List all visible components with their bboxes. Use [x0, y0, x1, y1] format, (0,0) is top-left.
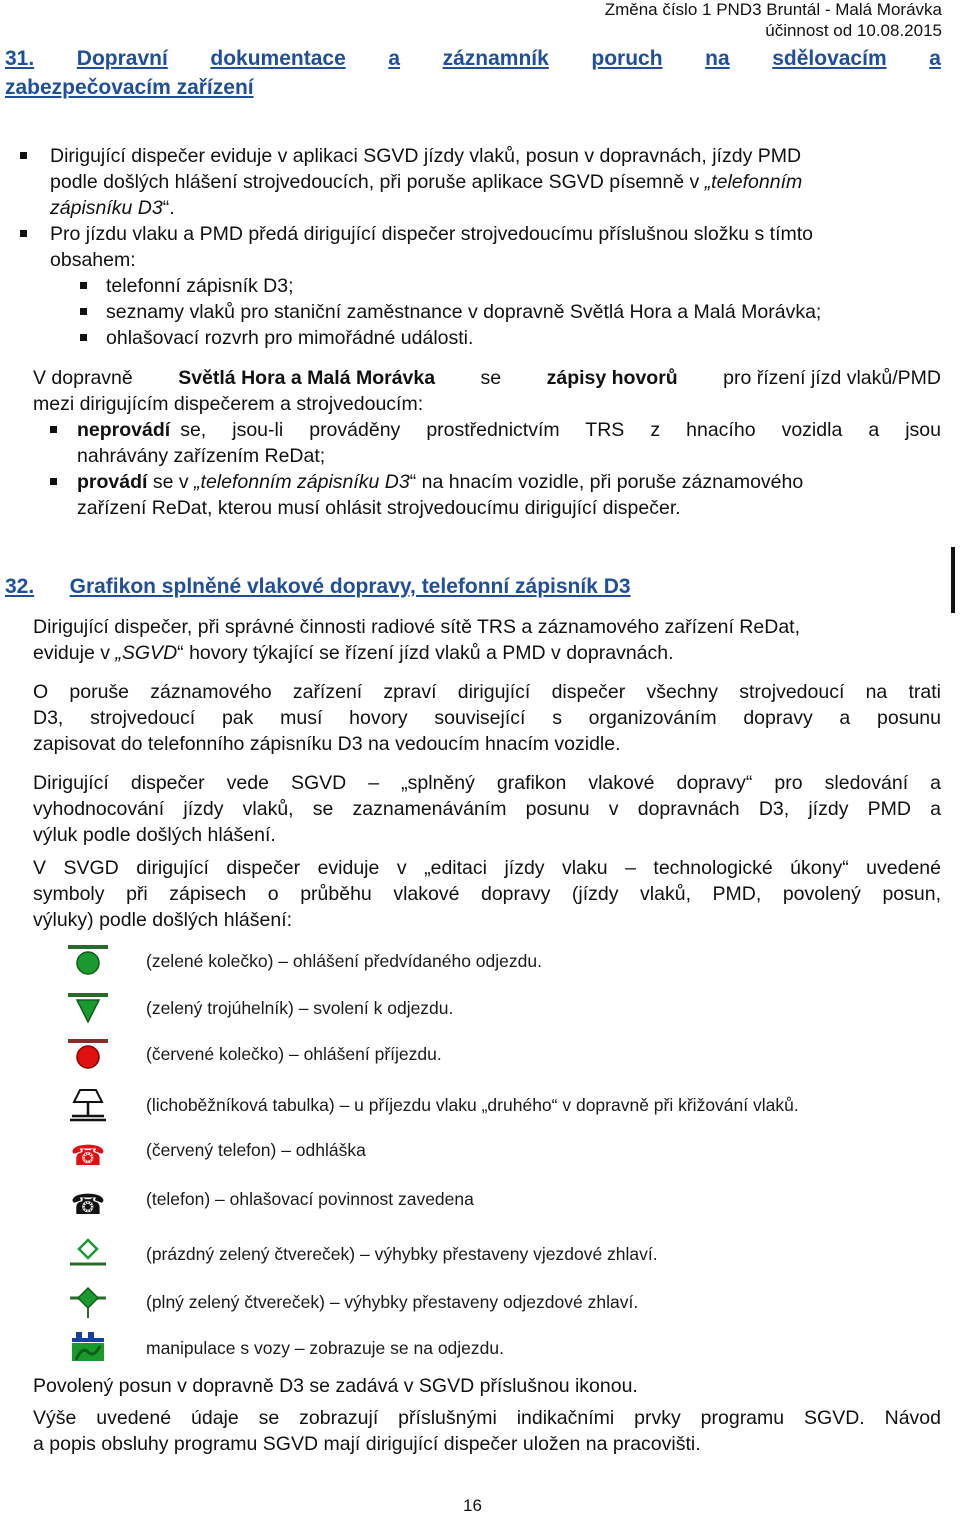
s32-p3-line3: výluk podle došlých hlášení.: [33, 824, 276, 846]
bullet-marker: [80, 334, 87, 341]
sub-bullet-3: ohlašovací rozvrh pro mimořádné události.: [106, 327, 474, 349]
bullet-marker: [50, 426, 57, 433]
s32-p2-line2: D3, strojvedoucí pak musí hovory související s organizováním dopravy a posunu: [33, 707, 941, 729]
telephone-icon: [66, 1186, 110, 1222]
bullet-2-line1: Pro jízdu vlaku a PMD předá dirigující dispečer strojvedoucímu příslušnou složku s tímto: [50, 223, 813, 245]
svg-text:☎: ☎: [70, 1188, 106, 1221]
text-run: se v: [152, 471, 189, 493]
recording-paragraph-line2: mezi dirigujícím dispečerem a strojvedoucím:: [33, 393, 424, 415]
green-circle-icon: [66, 942, 110, 978]
section-31-heading: [5, 47, 941, 75]
page-number: 16: [463, 1496, 482, 1515]
text-run: “ na hnacím vozidle, při poruše záznamového: [409, 471, 804, 493]
heading-word: dokumentace: [210, 47, 346, 70]
text-run: se: [480, 367, 502, 389]
trapezoid-sign-icon: [66, 1086, 110, 1122]
condition-2-line2: zařízení ReDat, kterou musí ohlásit strojvedoucímu dirigující dispečer.: [77, 497, 681, 519]
section-31-heading-line2: zabezpečovacím zařízení: [5, 76, 254, 99]
text-run: V dopravně: [33, 367, 133, 389]
legend-text: (plný zelený čtvereček) – výhybky přestaveny odjezdové zhlaví.: [146, 1292, 639, 1312]
bold-run: provádí: [77, 471, 148, 493]
heading-word: poruch: [591, 47, 663, 70]
red-telephone-icon: [66, 1137, 110, 1173]
s32-p4-line3: výluky) podle došlých hlášení:: [33, 909, 293, 931]
heading-word: a: [388, 47, 401, 70]
s32-p3-line2: vyhodnocování jízdy vlaků, se zaznamenáváním posunu v dopravnách D3, jízdy PMD a: [33, 798, 941, 820]
document-header-title: Změna číslo 1 PND3 Bruntál - Malá Morávka: [604, 0, 942, 19]
italic-run: „SGVD: [115, 642, 178, 664]
legend-text: manipulace s vozy – zobrazuje se na odjezdu.: [146, 1338, 504, 1358]
section-32-number: 32.: [5, 575, 35, 598]
s32-p1-line1: Dirigující dispečer, při správné činnosti radiové sítě TRS a záznamového zařízení ReDat,: [33, 616, 800, 638]
text-run: eviduje v: [33, 642, 110, 664]
italic-run: „telefonním zápisníku D3: [194, 471, 410, 493]
sub-bullet-1: telefonní zápisník D3;: [106, 275, 294, 297]
bullet-marker: [50, 478, 57, 485]
bullet-marker: [20, 230, 27, 237]
final-paragraph-2-line2: a popis obsluhy programu SGVD mají dirigující dispečer uložen na pracovišti.: [33, 1433, 701, 1455]
bullet-marker: [80, 308, 87, 315]
s32-p1-line2: [33, 640, 941, 666]
s32-p2-line3: zapisovat do telefonního zápisníku D3 na vedoucím hnacím vozidle.: [33, 733, 621, 755]
heading-word: a: [929, 47, 941, 70]
section-31-number: 31.: [5, 47, 35, 70]
s32-p4-line1: V SVGD dirigující dispečer eviduje v „editaci jízdy vlaku – technologické úkony“ uvedené: [33, 857, 941, 879]
legend-text: (prázdný zelený čtvereček) – výhybky přestaveny vjezdové zhlaví.: [146, 1244, 658, 1264]
legend-text: (zelený trojúhelník) – svolení k odjezdu.: [146, 998, 454, 1018]
section-32-heading: [5, 575, 631, 599]
section-32-title: Grafikon splněné vlakové dopravy, telefonní zápisník D3: [69, 575, 631, 598]
heading-word: sdělovacím: [772, 47, 887, 70]
green-triangle-icon: [66, 990, 110, 1026]
bullet-1-quote: “.: [162, 197, 175, 219]
text-run: se, jsou-li prováděny prostřednictvím TRS z hnacího vozidla a jsou: [180, 419, 941, 441]
filled-green-square-icon: [66, 1284, 110, 1320]
revision-bar: [951, 547, 955, 613]
legend-text: (zelené kolečko) – ohlášení předvídaného odjezdu.: [146, 951, 542, 971]
bullet-marker: [20, 152, 27, 159]
empty-green-square-icon: [66, 1234, 110, 1270]
bullet-1-italic-end: zápisníku D3: [50, 197, 163, 219]
recording-paragraph-line1: [33, 365, 941, 391]
legend-text: (červené kolečko) – ohlášení příjezdu.: [146, 1044, 442, 1064]
heading-word: na: [705, 47, 730, 70]
bold-run: zápisy hovorů: [546, 367, 678, 389]
heading-word: záznamník: [442, 47, 549, 70]
document-header-date: účinnost od 10.08.2015: [765, 21, 942, 40]
condition-1-line1: [77, 417, 941, 443]
bullet-1-line2: [50, 169, 941, 195]
bold-run: neprovádí: [77, 419, 171, 441]
text-run: “ hovory týkající se řízení jízd vlaků a PMD v dopravnách.: [177, 642, 674, 664]
bullet-2-line2: obsahem:: [50, 249, 136, 271]
shunting-cars-icon: [66, 1330, 110, 1366]
sub-bullet-2: seznamy vlaků pro staniční zaměstnance v dopravně Světlá Hora a Malá Morávka;: [106, 301, 822, 323]
svg-text:☎: ☎: [70, 1139, 106, 1172]
condition-1-line2: nahrávány zařízením ReDat;: [77, 445, 326, 467]
s32-p4-line2: symboly při zápisech o průběhu vlakové dopravy (jízdy vlaků, PMD, povolený posun,: [33, 883, 941, 905]
legend-text: (lichoběžníková tabulka) – u příjezdu vlaku „druhého“ v dopravně při křižování vlaků.: [146, 1095, 799, 1115]
bullet-1-italic: „telefonním: [704, 171, 803, 193]
bold-run: Světlá Hora a Malá Morávka: [178, 367, 436, 389]
red-circle-icon: [66, 1036, 110, 1072]
final-paragraph-1: Povolený posun v dopravně D3 se zadává v SGVD příslušnou ikonou.: [33, 1375, 638, 1397]
text-run: pro řízení jízd vlaků/PMD: [723, 367, 941, 389]
s32-p2-line1: O poruše záznamového zařízení zpraví dirigující dispečer všechny strojvedoucí na trati: [33, 681, 941, 703]
bullet-1-line3: [50, 195, 175, 221]
legend-text: (červený telefon) – odhláška: [146, 1140, 366, 1160]
bullet-1-text: podle došlých hlášení strojvedoucích, při poruše aplikace SGVD písemně v: [50, 171, 700, 193]
s32-p3-line1: Dirigující dispečer vede SGVD – „splněný grafikon vlakové dopravy“ pro sledování a: [33, 772, 941, 794]
heading-word: Dopravní: [76, 47, 168, 70]
legend-text: (telefon) – ohlašovací povinnost zavedena: [146, 1189, 474, 1209]
final-paragraph-2-line1: Výše uvedené údaje se zobrazují příslušnými indikačními prvky programu SGVD. Návod: [33, 1407, 941, 1429]
bullet-marker: [80, 282, 87, 289]
bullet-1-line1: Dirigující dispečer eviduje v aplikaci SGVD jízdy vlaků, posun v dopravnách, jízdy PMD: [50, 145, 802, 167]
condition-2-line1: [77, 469, 941, 495]
